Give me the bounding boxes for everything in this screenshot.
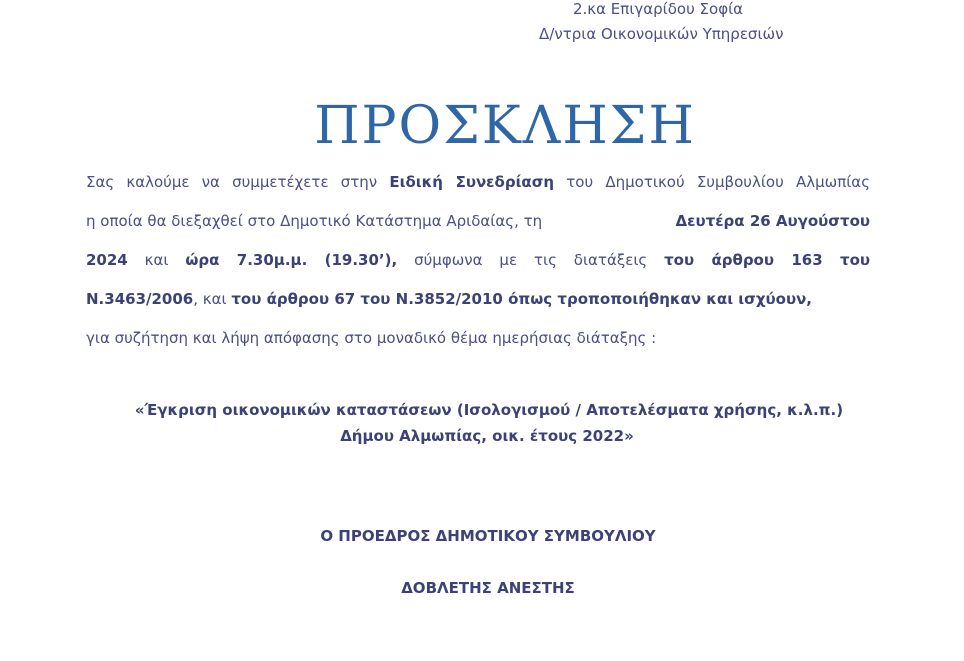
body-line-3 — [86, 241, 870, 280]
signatory-role: Ο ΠΡΟΕΔΡΟΣ ΔΗΜΟΤΙΚΟΥ ΣΥΜΒΟΥΛΙΟΥ — [320, 527, 656, 545]
signatory-name: ΔΟΒΛΕΤΗΣ ΑΝΕΣΤΗΣ — [401, 579, 575, 597]
body-text: σύμφωνα με τις διατάξεις — [397, 251, 665, 269]
meeting-date: Δευτέρα 26 Αυγούστου — [675, 212, 870, 230]
body-text: του Δημοτικού Συμβουλίου Αλμωπίας — [554, 173, 870, 191]
law-reference: Ν.3463/2006 — [86, 290, 194, 308]
body-text: η οποία θα διεξαχθεί στο Δημοτικό Κατάστημα Αριδαίας, τη — [86, 212, 543, 230]
body-text: Σας καλούμε να συμμετέχετε στην — [86, 173, 390, 191]
recipient-line-2: Δ/ντρια Οικονομικών Υπηρεσιών — [539, 25, 784, 43]
meeting-time: ώρα 7.30μ.μ. (19.30’), — [185, 251, 398, 269]
body-text: και — [127, 251, 186, 269]
body-line-4 — [86, 280, 870, 319]
invitation-body — [86, 163, 870, 358]
law-reference: του άρθρου 163 του — [664, 251, 871, 269]
body-line-2 — [86, 202, 870, 241]
agenda-subject-line-2: Δήμου Αλμωπίας, οικ. έτους 2022» — [340, 427, 634, 445]
recipient-line-1: 2.κα Επιγαρίδου Σοφία — [573, 0, 744, 18]
meeting-type: Ειδική Συνεδρίαση — [389, 173, 555, 191]
agenda-subject — [0, 397, 964, 449]
body-text: , και — [193, 290, 232, 308]
body-line-5: για συζήτηση και λήψη απόφασης στο μοναδικό θέμα ημερήσιας διάταξης : — [86, 329, 657, 347]
body-line-1 — [86, 163, 870, 202]
document-title: ΠΡΟΣΚΛΗΣΗ — [314, 96, 696, 156]
law-reference: του άρθρου 67 του Ν.3852/2010 όπως τροποποιήθηκαν και ισχύουν, — [231, 290, 812, 308]
agenda-subject-line-1: «Έγκριση οικονομικών καταστάσεων (Ισολογισμού / Αποτελέσματα χρήσης, κ.λ.π.) — [134, 401, 844, 419]
meeting-year: 2024 — [86, 251, 128, 269]
